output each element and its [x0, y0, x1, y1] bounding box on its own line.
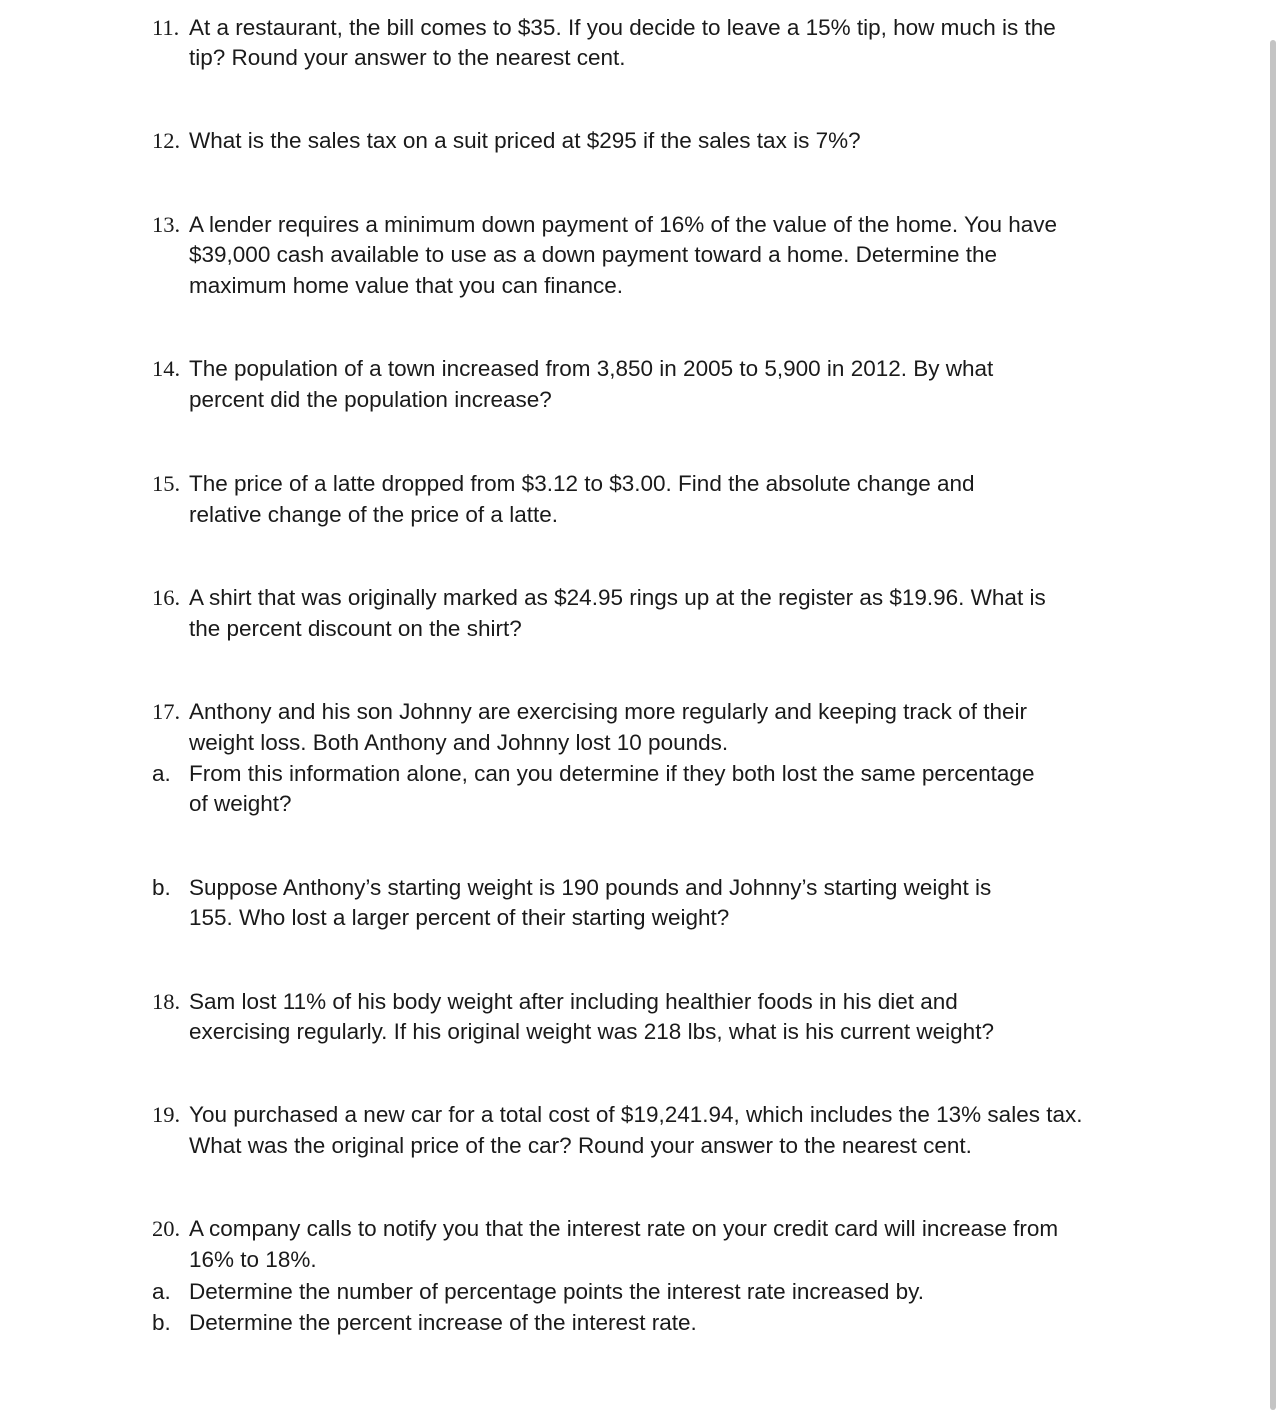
question-number: 16. [152, 585, 181, 610]
question-number: 19. [152, 1102, 181, 1127]
part-text-line: From this information alone, can you determine if they both lost the same percentage [189, 761, 1035, 786]
part-label: a. [152, 1279, 171, 1304]
question-text-line: $39,000 cash available to use as a down payment toward a home. Determine the [189, 242, 997, 267]
question-number: 20. [152, 1216, 181, 1241]
question-number: 15. [152, 471, 181, 496]
question-text-line: At a restaurant, the bill comes to $35. If you decide to leave a 15% tip, how much is the [189, 15, 1056, 40]
question-text-line: What was the original price of the car? Round your answer to the nearest cent. [189, 1133, 972, 1158]
question-text-line: You purchased a new car for a total cost of $19,241.94, which includes the 13% sales tax. [189, 1102, 1083, 1127]
part-text-line: Determine the percent increase of the interest rate. [189, 1310, 697, 1335]
question-number: 13. [152, 212, 181, 237]
question-number: 14. [152, 356, 181, 381]
question-text-line: maximum home value that you can finance. [189, 273, 623, 298]
part-text-line: Determine the number of percentage points the interest rate increased by. [189, 1279, 924, 1304]
part-text-line: Suppose Anthony’s starting weight is 190 pounds and Johnny’s starting weight is [189, 875, 992, 900]
question-text-line: A lender requires a minimum down payment of 16% of the value of the home. You have [189, 212, 1058, 237]
part-text-line: of weight? [189, 791, 292, 816]
question-text-line: weight loss. Both Anthony and Johnny lost 10 pounds. [189, 730, 729, 755]
question-text-line: A company calls to notify you that the interest rate on your credit card will increase from [189, 1216, 1059, 1241]
part-label: b. [152, 1310, 171, 1335]
question-text-line: Anthony and his son Johnny are exercising more regularly and keeping track of their [189, 699, 1027, 724]
question-number: 18. [152, 989, 181, 1014]
part-text-line: 155. Who lost a larger percent of their starting weight? [189, 905, 730, 930]
question-text-line: A shirt that was originally marked as $24.95 rings up at the register as $19.96. What is [189, 585, 1046, 610]
question-text-line: The price of a latte dropped from $3.12 to $3.00. Find the absolute change and [189, 471, 975, 496]
question-text-line: tip? Round your answer to the nearest cent. [189, 45, 626, 70]
question-text-line: exercising regularly. If his original weight was 218 lbs, what is his current weight? [189, 1019, 994, 1044]
part-label: a. [152, 761, 171, 786]
question-text-line: What is the sales tax on a suit priced at $295 if the sales tax is 7%? [189, 128, 861, 153]
question-number: 11. [152, 15, 180, 40]
question-text-line: 16% to 18%. [189, 1247, 317, 1272]
question-text-line: percent did the population increase? [189, 387, 552, 412]
question-text-line: relative change of the price of a latte. [189, 502, 558, 527]
question-text-line: the percent discount on the shirt? [189, 616, 522, 641]
vertical-scrollbar[interactable] [1270, 40, 1276, 1410]
question-number: 12. [152, 128, 181, 153]
question-text-line: Sam lost 11% of his body weight after including healthier foods in his diet and [189, 989, 958, 1014]
part-label: b. [152, 875, 171, 900]
question-number: 17. [152, 699, 181, 724]
question-text-line: The population of a town increased from 3,850 in 2005 to 5,900 in 2012. By what [189, 356, 994, 381]
